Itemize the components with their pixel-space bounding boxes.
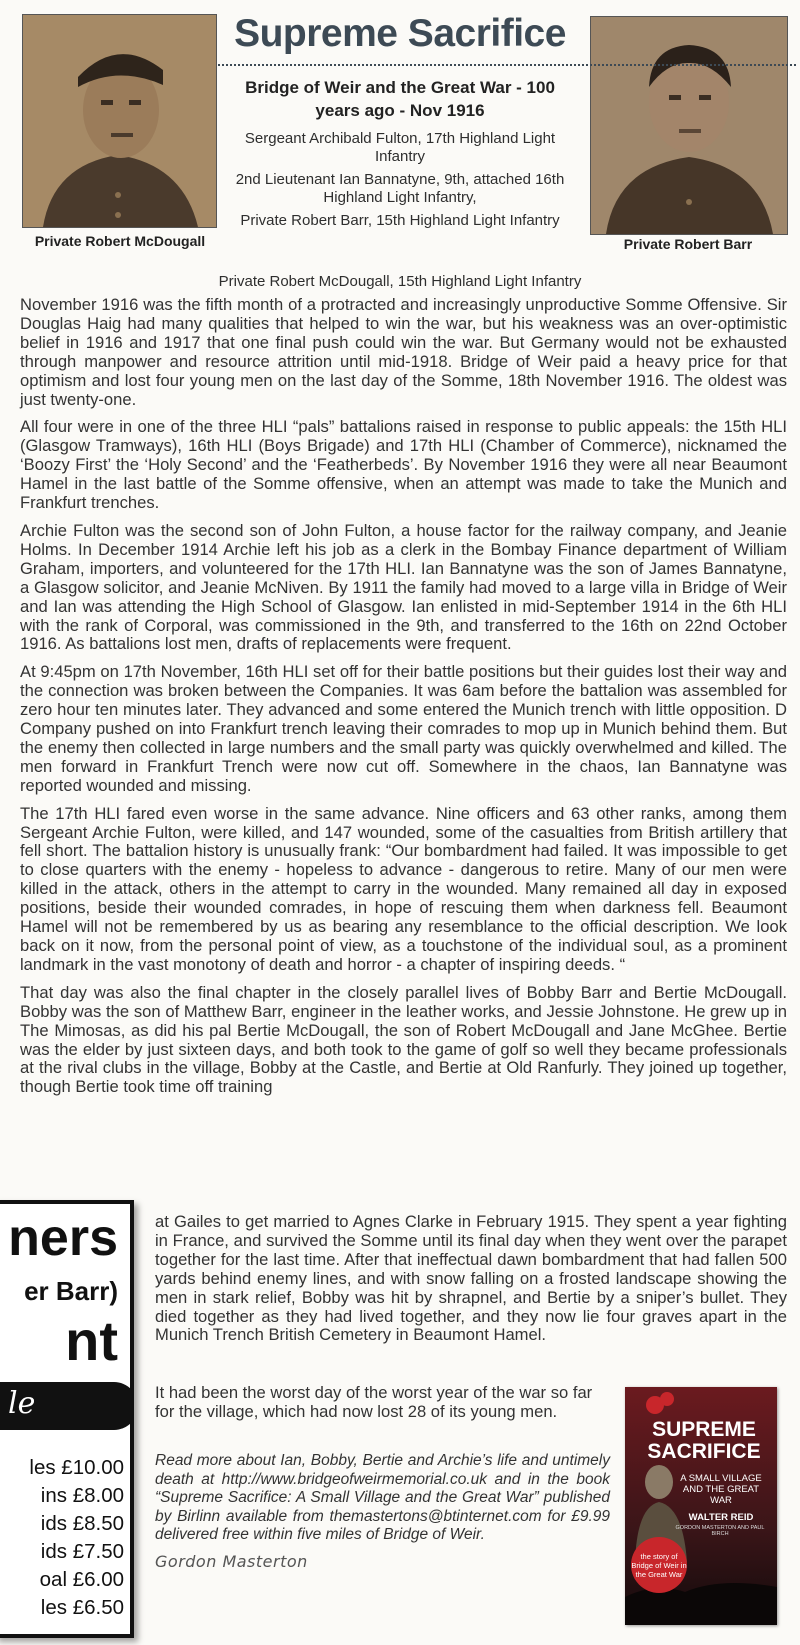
paragraph: All four were in one of the three HLI “pals” battalions raised in response to public appeals: the 15th HLI (Glasgow Tramways), 16th HLI (Boys Brigade) and 17th HLI (Chamber of Commerce), nicknamed the ‘Boozy First’ the ‘Holy Second’ and the ‘Featherbeds’. By November 1916 they were all near Beaumont Hamel in the last battle of the Somme offensive, when an attempt was made to take the Munich and Frankfurt trenches.: [20, 417, 787, 513]
portrait-robert-mcdougall: [22, 14, 217, 228]
article-title: Supreme Sacrifice: [234, 12, 566, 55]
book-title: SACRIFICE: [647, 1440, 761, 1463]
portrait-robert-barr: [590, 16, 788, 235]
book-badge: [631, 1537, 687, 1593]
right-photo-caption: Private Robert Barr: [623, 236, 753, 252]
paragraph: The 17th HLI fared even worse in the same advance. Nine officers and 63 other ranks, among them Sergeant Archie Fulton, were killed, and 147 wounded, some of the casualties from British artillery that fell short. The battalion history is unusually frank: “Our bombardment had failed. It was impossible to get to close quarters with the enemy - hopeless to advance - dangerous to retire. Many of our men were killed in the attack, others in the attempt to carry in the wounded. Many remained all day in exposed positions, beside their wounded comrades, in hope of rescuing them when darkness fell. Beaumont Hamel will not be remembered by us as bearing any resemblance to the official description. We look back on it now, from the personal point of view, as a touchstone of the individual soul, as a prominent landmark in the vast monotony of death and horror - a chapter of inspiring deeds. “: [20, 803, 787, 974]
price-row: ins £8.00: [40, 1484, 124, 1507]
left-photo-caption: Private Robert McDougall: [34, 233, 206, 249]
read-more-note: Read more about Ian, Bobby, Bertie and Archie’s life and untimely death at http://www.bridgeofweirmemorial.co.uk and in the book “Supreme Sacrifice: A Small Village and the Great War” published by Birlinn available from themastertons@btinternet.com for £9.99 delivered free within five miles of Bridge of Weir.: [155, 1452, 610, 1544]
soldier-name: Private Robert McDougall, 15th Highland Light Infantry: [218, 273, 582, 290]
author-signature: Gordon Masterton: [155, 1552, 308, 1571]
advert-oval-text: le: [8, 1386, 36, 1421]
advert-line: ners: [8, 1209, 118, 1267]
soldier-name: Private Robert Barr, 15th Highland Light Infantry: [240, 212, 560, 229]
paragraph: That day was also the final chapter in the closely parallel lives of Bobby Barr and Bertie McDougall. Bobby was the son of Matthew Barr, engineer in the leather works, and Jessie Johnstone. He grew up in The Mimosas, as did his pal Bertie McDougall, the son of Robert McDougall and Jane McGhee. Bertie was the elder by just sixteen days, and both took to the game of golf so well they became professionals at the rival clubs in the village, Bobby at the Castle, and Bertie at Old Ranfurly. They joined up together, though Bertie took time off training: [20, 982, 787, 1097]
advert-oval: [0, 1382, 134, 1430]
advert-box: [0, 1200, 134, 1638]
advert-line: nt: [65, 1309, 118, 1372]
soldier-name-list: [222, 130, 578, 235]
book-author: WALTER REID: [688, 1512, 754, 1523]
paragraph: November 1916 was the fifth month of a protracted and increasingly unproductive Somme Offensive. Sir Douglas Haig had many qualities that helped to win the war, but his weakness was an over-optimistic belief in 1916 and 1917 that one final push could win the war. But Germany would not be exhausted through manpower and resource attrition until mid-1918. Bridge of Weir paid a heavy price for that optimism and lost four young men on the last day of the Somme, 18th November 1916. The oldest was just twenty-one.: [20, 295, 787, 409]
price-row: ids £7.50: [40, 1540, 124, 1563]
title-divider: [218, 64, 796, 66]
price-list: [29, 1454, 124, 1622]
book-badge-text: the story of Bridge of Weir in the Great War: [631, 1551, 687, 1579]
paragraph-continuation: at Gailes to get married to Agnes Clarke in February 1915. They spent a year fighting in France, and survived the Somme until its final day when they went over the parapet together for the last time. After that ineffectual dawn bombardment that had fallen 500 yards behind enemy lines, and with snow falling on a frosted landscape showing the men in stark relief, Bobby was hit by shrapnel, and Bertie by a sniper’s bullet. They died together as they had lived together, and they now lie four graves apart in the Munich Trench British Cemetery in Beaumont Hamel.: [155, 1212, 787, 1345]
paragraph: Archie Fulton was the second son of John Fulton, a house factor for the railway company, and Jeanie Holms. In December 1914 Archie left his job as a clerk in the Bombay Finance department of William Graham, importers, and volunteered for the 17th HLI. Ian Bannatyne was the son of James Bannatyne, a Glasgow solicitor, and Jeanie McNiven. By 1911 the family had moved to a large villa in Bridge of Weir and Ian was attending the High School of Glasgow. Ian enlisted in mid-September 1914 in the 6th HLI with the rank of Corporal, was commissioned in the 9th, and transferred to the 16th on 22nd October 1916. As battalions lost men, drafts of replacements were frequent.: [20, 520, 787, 654]
paragraph: At 9:45pm on 17th November, 16th HLI set off for their battle positions but their guides lost their way and the connection was broken between the Companies. It was 6am before the battalion was assembled for zero hour ten minutes later. They advanced and some entered the Munich trench with little opposition. D Company pushed on into Frankfurt trench leaving their comrades to mop up in Munich behind them. But the enemy then collected in large numbers and the small party was quickly overwhelmed and killed. The men forward in Frankfurt Trench were now cut off. Somewhere in the chaos, Ian Bannatyne was reported wounded and missing.: [20, 662, 787, 795]
price-row: les £10.00: [29, 1456, 124, 1479]
soldier-name: 2nd Lieutenant Ian Bannatyne, 9th, attached 16th Highland Light Infantry,: [235, 171, 565, 206]
book-subtitle: A SMALL VILLAGE AND THE GREAT WAR: [680, 1473, 762, 1506]
book-cover: [625, 1387, 777, 1625]
advert-line: er Barr): [24, 1276, 118, 1306]
price-row: les £6.50: [40, 1596, 124, 1619]
soldier-name: Sergeant Archibald Fulton, 17th Highland Light Infantry: [244, 130, 556, 165]
article-subtitle: Bridge of Weir and the Great War - 100 years ago - Nov 1916: [245, 78, 555, 120]
closing-paragraph: It had been the worst day of the worst year of the war so far for the village, which had now lost 28 of its young men.: [155, 1383, 593, 1421]
book-title: SUPREME: [652, 1418, 756, 1441]
book-byline: GORDON MASTERTON AND PAUL BIRCH: [675, 1525, 765, 1537]
price-row: oal £6.00: [39, 1568, 124, 1591]
article-body: [20, 296, 787, 1106]
price-row: ids £8.50: [40, 1512, 124, 1535]
